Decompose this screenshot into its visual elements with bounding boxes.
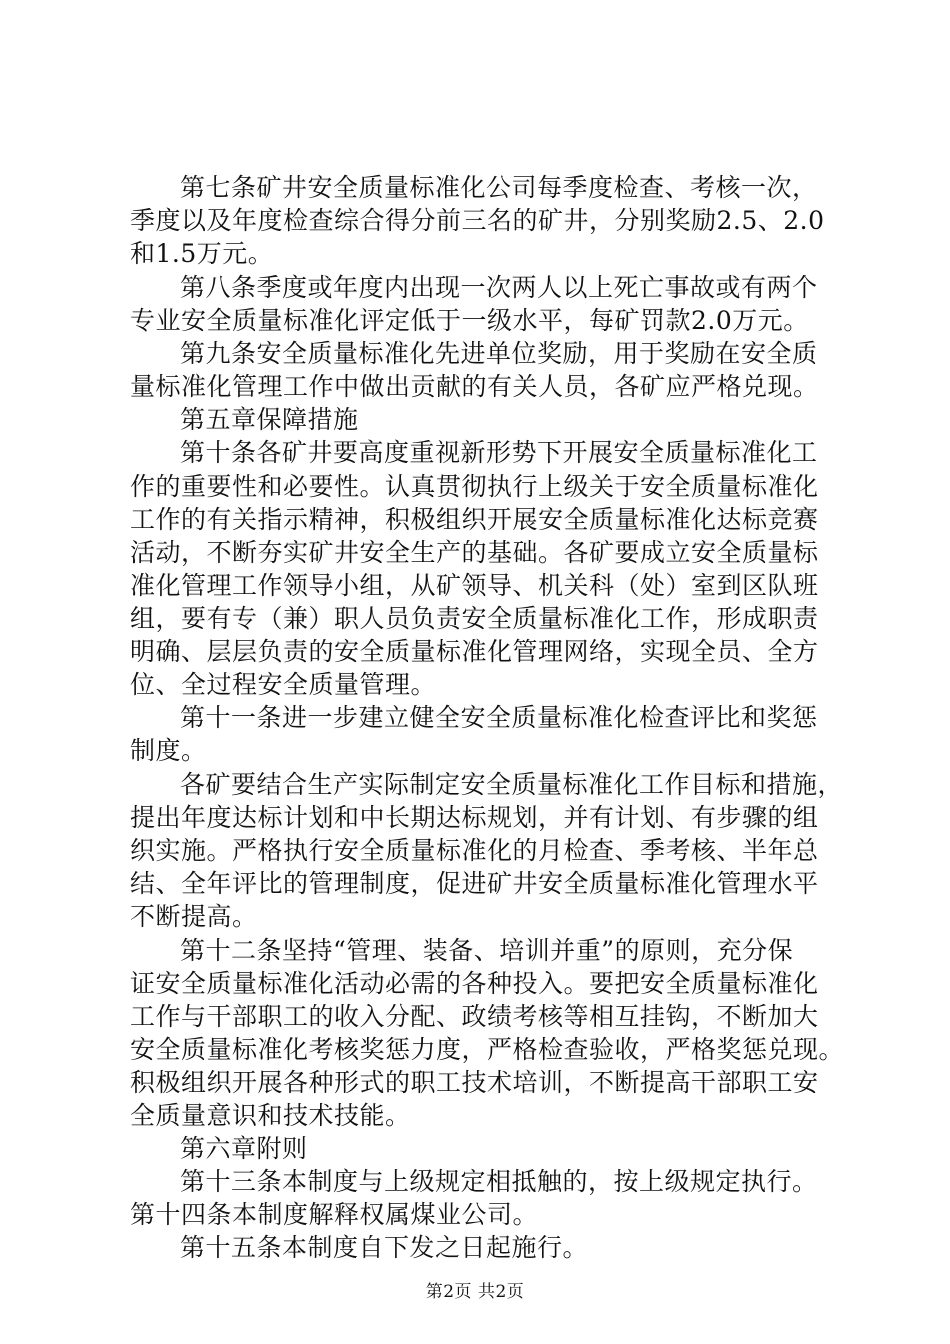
body-line: 不断提高。 (130, 902, 258, 931)
body-line: 安全质量标准化考核奖惩力度，严格检查验收，严格奖惩兑现。 (130, 1035, 845, 1064)
body-line: 活动，不断夯实矿井安全生产的基础。各矿要成立安全质量标 (130, 538, 819, 567)
body-line: 第十条各矿井要高度重视新形势下开展安全质量标准化工 (180, 438, 818, 467)
body-line: 织实施。严格执行安全质量标准化的月检查、季考核、半年总 (130, 836, 819, 865)
body-line: 和1.5万元。 (130, 239, 274, 268)
body-line: 第七条矿井安全质量标准化公司每季度检查、考核一次， (180, 173, 818, 202)
body-line: 第十四条本制度解释权属煤业公司。 (130, 1200, 539, 1229)
body-line: 季度以及年度检查综合得分前三名的矿井，分别奖励2.5、2.0 (130, 206, 825, 235)
body-line: 积极组织开展各种形式的职工技术培训，不断提高干部职工安 (130, 1068, 819, 1097)
body-line: 专业安全质量标准化评定低于一级水平，每矿罚款2.0万元。 (130, 306, 809, 335)
body-line: 工作与干部职工的收入分配、政绩考核等相互挂钩，不断加大 (130, 1002, 819, 1031)
body-line: 组，要有专（兼）职人员负责安全质量标准化工作，形成职责 (130, 604, 819, 633)
body-line: 第十五条本制度自下发之日起施行。 (180, 1233, 589, 1262)
body-line: 位、全过程安全质量管理。 (130, 670, 437, 699)
body-line: 工作的有关指示精神，积极组织开展安全质量标准化达标竞赛 (130, 505, 819, 534)
body-line: 第八条季度或年度内出现一次两人以上死亡事故或有两个 (180, 273, 818, 302)
body-line: 准化管理工作领导小组，从矿领导、机关科（处）室到区队班 (130, 571, 819, 600)
body-line: 第十二条坚持“管理、装备、培训并重”的原则，充分保 (180, 936, 794, 965)
chapter-heading: 第五章保障措施 (180, 405, 359, 434)
body-line: 第九条安全质量标准化先进单位奖励，用于奖励在安全质 (180, 339, 818, 368)
page-footer: 第2页 共2页 (425, 1282, 525, 1302)
body-line: 提出年度达标计划和中长期达标规划，并有计划、有步骤的组 (130, 803, 819, 832)
body-line: 作的重要性和必要性。认真贯彻执行上级关于安全质量标准化 (130, 472, 819, 501)
body-line: 明确、层层负责的安全质量标准化管理网络，实现全员、全方 (130, 637, 819, 666)
body-line: 第十三条本制度与上级规定相抵触的，按上级规定执行。 (180, 1167, 818, 1196)
chapter-heading: 第六章附则 (180, 1134, 308, 1163)
body-line: 全质量意识和技术技能。 (130, 1101, 411, 1130)
body-line: 结、全年评比的管理制度，促进矿井安全质量标准化管理水平 (130, 869, 819, 898)
body-line: 制度。 (130, 736, 207, 765)
body-line: 证安全质量标准化活动必需的各种投入。要把安全质量标准化 (130, 969, 819, 998)
body-line: 量标准化管理工作中做出贡献的有关人员，各矿应严格兑现。 (130, 372, 819, 401)
body-line: 第十一条进一步建立健全安全质量标准化检查评比和奖惩 (180, 703, 818, 732)
body-line: 各矿要结合生产实际制定安全质量标准化工作目标和措施， (180, 770, 844, 799)
